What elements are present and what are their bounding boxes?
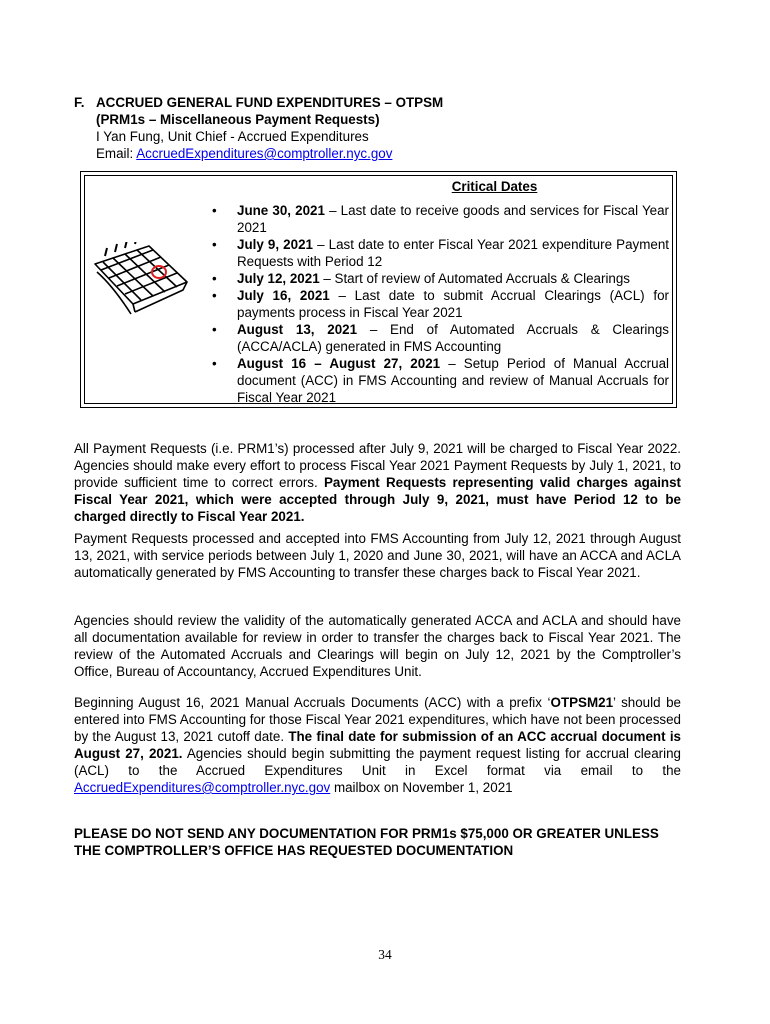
paragraph-payment-requests: All Payment Requests (i.e. PRM1’s) processed after July 9, 2021 will be charged to Fiscal Year 2022. Agencies should make every effort to process Fiscal Year 2021 Payment Requests by July 1, 2021, to provide sufficient time to correct errors. Payment Requests representing valid charges against Fiscal Year 2021, which were accepted through July 9, 2021, must have Period 12 to be charged directly to Fiscal Year 2021. — [74, 441, 682, 524]
email-link[interactable]: AccruedExpenditures@comptroller.nyc.gov — [74, 780, 331, 795]
critical-dates-box — [80, 171, 677, 408]
section-header — [74, 94, 694, 162]
list-item: • July 9, 2021 – Last date to enter Fiscal Year 2021 expenditure Payment Requests with Period 12 — [212, 237, 669, 269]
list-item: • August 13, 2021 – End of Automated Accruals & Clearings (ACCA/ACLA) generated in FMS Accounting — [212, 322, 669, 354]
page-number: 34 — [378, 947, 392, 962]
section-subtitle: (PRM1s – Miscellaneous Payment Requests) — [96, 112, 380, 127]
critical-dates-title: Critical Dates — [451, 179, 538, 194]
section-title: F. ACCRUED GENERAL FUND EXPENDITURES – OTPSM — [74, 95, 444, 110]
list-item: • July 12, 2021 – Start of review of Automated Accruals & Clearings — [212, 271, 631, 286]
critical-dates-list — [211, 202, 669, 406]
email-line: Email: AccruedExpenditures@comptroller.nyc.gov — [96, 146, 393, 161]
list-item: • June 30, 2021 – Last date to receive goods and services for Fiscal Year 2021 — [212, 203, 670, 235]
paragraph-fms-processing: Payment Requests processed and accepted into FMS Accounting from July 12, 2021 through August 13, 2021, with service periods between July 1, 2020 and June 30, 2021, will have an ACCA and ACLA automatically generated by FMS Accounting to transfer these charges back to Fiscal Year 2021. — [74, 531, 681, 580]
contact-line: I Yan Fung, Unit Chief - Accrued Expenditures — [96, 129, 369, 144]
email-link[interactable]: AccruedExpenditures@comptroller.nyc.gov — [136, 146, 393, 161]
paragraph-manual-accruals: Beginning August 16, 2021 Manual Accruals Documents (ACC) with a prefix ‘OTPSM21’ should be entered into FMS Accounting for those Fiscal Year 2021 expenditures, which have not been processed by the August 13, 2021 cutoff date. The final date for submission of an ACC accrual document is August 27, 2021. Agencies should begin submitting the payment request listing for accrual clearing (ACL) to the Accrued Expenditures Unit in Excel format via email to the AccruedExpenditures@comptroller.nyc.gov mailbox on November 1, 2021 — [74, 695, 682, 795]
calendar-icon — [91, 242, 191, 322]
list-item: • July 16, 2021 – Last date to submit Accrual Clearings (ACL) for payments process in Fiscal Year 2021 — [212, 288, 670, 320]
documentation-warning: PLEASE DO NOT SEND ANY DOCUMENTATION FOR PRM1s $75,000 OR GREATER UNLESS THE COMPTROLLER’S OFFICE HAS REQUESTED DOCUMENTATION — [74, 826, 659, 858]
list-item: • August 16 – August 27, 2021 – Setup Period of Manual Accrual document (ACC) in FMS Accounting and review of Manual Accruals for Fiscal Year 2021 — [212, 356, 669, 405]
paragraph-review: Agencies should review the validity of the automatically generated ACCA and ACLA and should have all documentation available for review in order to transfer the charges back to Fiscal Year 2021. The review of the Automated Accruals and Clearings will begin on July 12, 2021 by the Comptroller’s Office, Bureau of Accountancy, Accrued Expenditures Unit. — [74, 613, 681, 679]
